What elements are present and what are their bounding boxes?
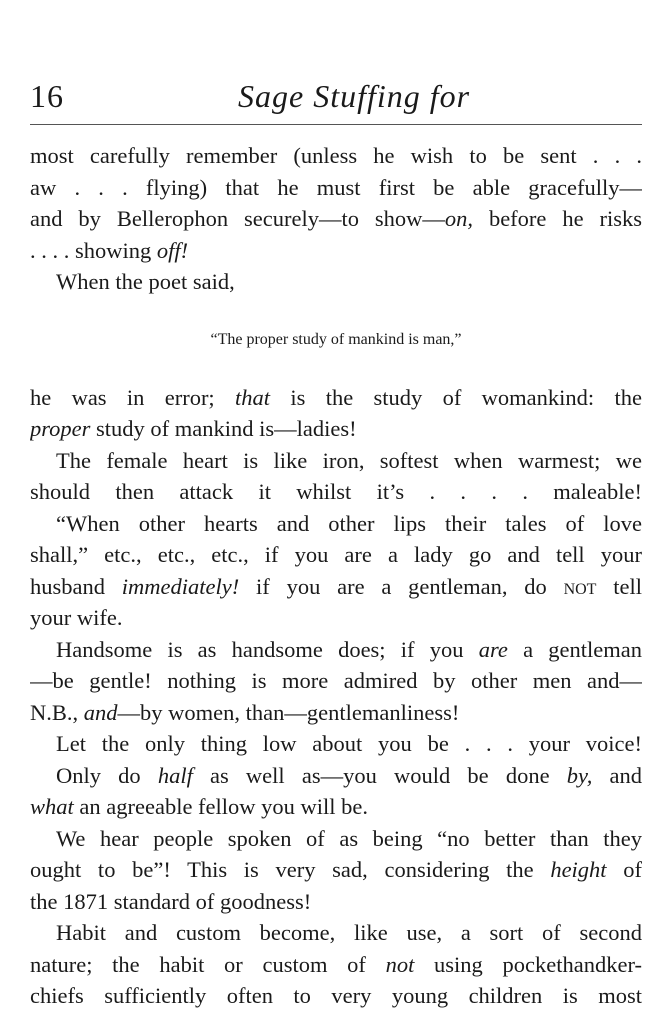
text-run: N.B., xyxy=(30,699,84,725)
text-line xyxy=(30,791,642,823)
text-line xyxy=(30,571,642,603)
text-line xyxy=(30,980,642,1012)
text-run: if you are a gentleman, do xyxy=(239,573,564,599)
text-run: ought to be”! This is very sad, considering the xyxy=(30,857,551,882)
text-line xyxy=(30,539,642,571)
text-line xyxy=(30,476,642,508)
text-line xyxy=(30,917,642,949)
text-line xyxy=(30,634,642,666)
text-run: The female heart is like iron, softest when warmest; we xyxy=(56,447,642,473)
text-line xyxy=(30,508,642,540)
text-run: before he risks xyxy=(473,206,642,231)
text-run: and by Bellerophon securely—to show— xyxy=(30,206,445,231)
text-run: tell xyxy=(596,573,642,599)
block-quote xyxy=(30,298,642,382)
text-line xyxy=(30,266,642,298)
text-line xyxy=(30,697,642,729)
text-line xyxy=(30,886,642,918)
text-run: your wife. xyxy=(30,605,123,630)
text-run: the 1871 standard of goodness! xyxy=(30,888,312,914)
text-run: most carefully remember (unless he wish to be sent . . . xyxy=(30,143,642,168)
italic-text: off! xyxy=(156,237,189,263)
text-line xyxy=(30,823,642,855)
text-run: using pockethandker- xyxy=(414,951,642,977)
text-run: Handsome is as handsome does; if you xyxy=(56,636,479,662)
italic-text: not xyxy=(385,951,415,977)
italic-text: what xyxy=(30,794,74,819)
text-run: is the study of womankind: the xyxy=(270,384,642,410)
text-run: When the poet said, xyxy=(56,269,235,294)
text-run: and xyxy=(592,762,642,788)
text-line xyxy=(30,235,642,267)
italic-text: half xyxy=(157,762,193,788)
text-run: aw . . . flying) that he must first be able gracefully— xyxy=(30,174,642,200)
text-run: shall,” etc., etc., etc., if you are a lady go and tell your xyxy=(30,542,642,567)
italic-text: immediately! xyxy=(121,573,240,599)
text-line xyxy=(30,413,642,445)
text-line xyxy=(30,445,642,477)
text-line xyxy=(30,140,642,172)
text-run: Let the only thing low about you be . . . your voice! xyxy=(56,731,642,756)
italic-text: on, xyxy=(444,206,474,231)
italic-text: by, xyxy=(566,762,593,788)
text-line xyxy=(30,172,642,204)
running-title: Sage Stuffing for xyxy=(238,78,471,114)
text-run: as well as—you would be done xyxy=(192,762,567,788)
text-run: “The proper study of mankind is man,” xyxy=(210,330,462,348)
text-run: Only do xyxy=(56,762,158,788)
page-number: 16 xyxy=(30,78,64,114)
text-line xyxy=(30,382,642,414)
text-line xyxy=(30,203,642,235)
text-run: “When other hearts and other lips their tales of love xyxy=(56,510,642,536)
text-run: study of mankind is—ladies! xyxy=(90,416,357,441)
text-run: Habit and custom become, like use, a sort of second xyxy=(56,920,642,945)
text-run: nature; the habit or custom of xyxy=(30,951,386,977)
text-run: of xyxy=(606,857,642,882)
text-run: husband xyxy=(30,573,122,599)
text-line xyxy=(30,949,642,981)
text-run: should then attack it whilst it’s . . . . maleable! xyxy=(30,479,642,504)
italic-text: are xyxy=(478,636,508,662)
text-line xyxy=(30,665,642,697)
text-run: a gentleman xyxy=(507,636,642,662)
page-header xyxy=(30,78,642,118)
text-line xyxy=(30,760,642,792)
text-run: an agreeable fellow you will be. xyxy=(73,794,369,819)
text-run: chiefs sufficiently often to very young children is most xyxy=(30,983,642,1008)
small-caps-text: not xyxy=(563,573,597,599)
text-run: —by women, than—gentlemanliness! xyxy=(117,699,460,725)
text-run: We hear people spoken of as being “no better than they xyxy=(56,825,642,851)
text-run: —be gentle! nothing is more admired by other men and— xyxy=(30,668,642,693)
text-run: . . . . showing xyxy=(30,237,157,263)
italic-text: height xyxy=(550,857,607,882)
text-line xyxy=(30,728,642,760)
text-line xyxy=(30,854,642,886)
text-line xyxy=(30,602,642,634)
text-run: he was in error; xyxy=(30,384,236,410)
header-rule xyxy=(30,124,642,125)
italic-text: that xyxy=(235,384,271,410)
italic-text: proper xyxy=(30,416,91,441)
body-text xyxy=(30,140,642,1012)
italic-text: and xyxy=(83,699,118,725)
